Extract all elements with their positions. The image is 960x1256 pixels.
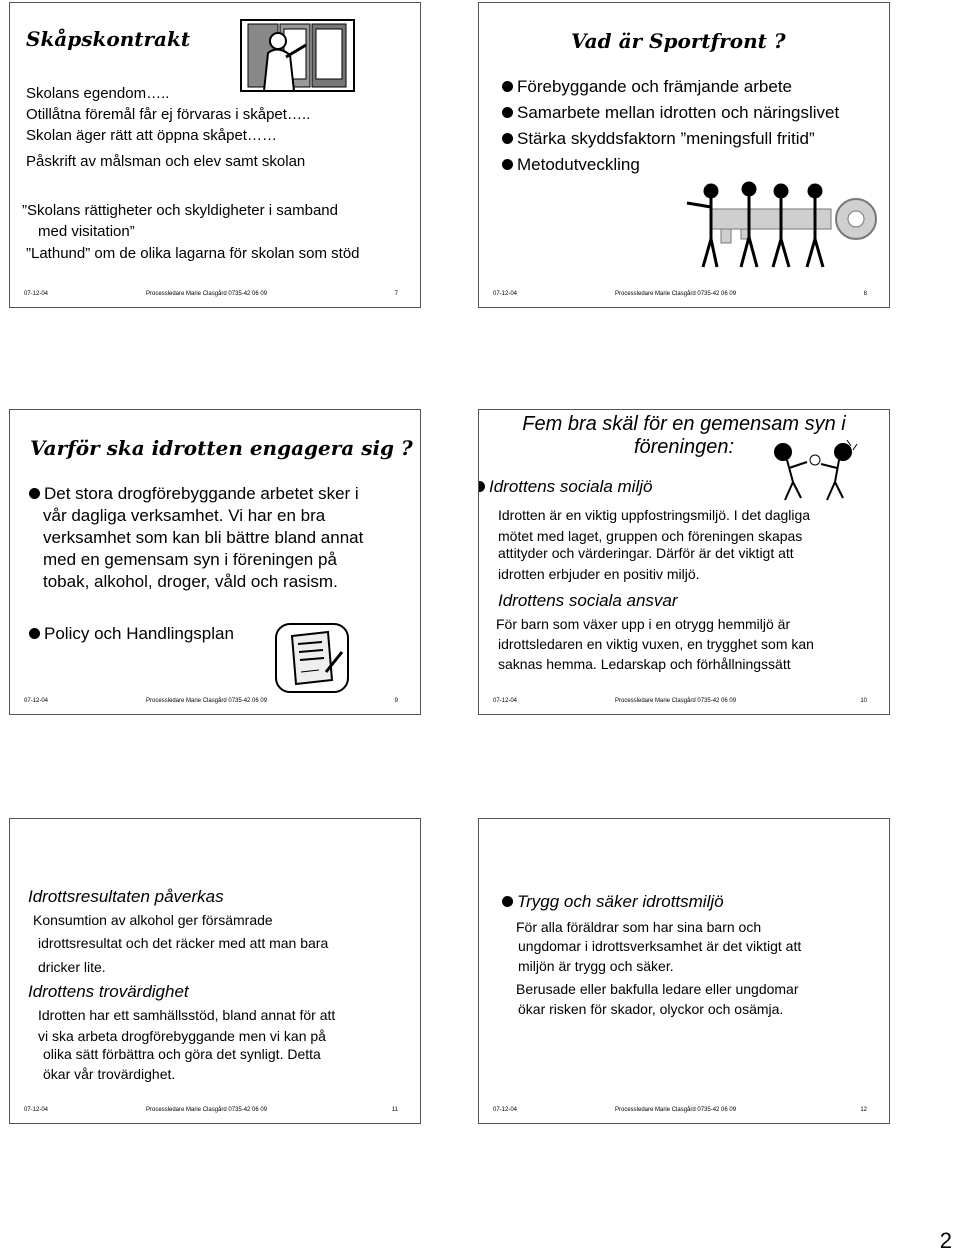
footer-date: 07-12-04 (24, 1107, 49, 1113)
text-line: idrotten erbjuder en positiv miljö. (498, 566, 700, 582)
text-line: För alla föräldrar som har sina barn och (516, 919, 762, 935)
text-line: vi ska arbeta drogförebyggande men vi kan på (38, 1028, 326, 1044)
slide-11 (9, 818, 421, 1124)
text-line: Skolan äger rätt att öppna skåpet…… (26, 127, 277, 144)
slide-title: Vad är Sportfront ? (571, 29, 786, 53)
slide-title: Skåpskontrakt (26, 27, 191, 51)
section-heading: Trygg och säker idrottsmiljö (502, 891, 724, 913)
slide-footer (24, 1107, 406, 1119)
slide-number: 10 (860, 698, 867, 704)
slide-number: 8 (863, 291, 867, 297)
slide-footer (493, 698, 875, 710)
slide-number: 12 (860, 1107, 867, 1113)
footer-presenter: Processledare Marie Clasgård 0735-42 06 09 (146, 291, 268, 297)
document-signing-icon (274, 622, 350, 694)
bullet-item: Förebyggande och främjande arbete (502, 76, 792, 98)
slide-number: 9 (394, 698, 398, 704)
text-line: För barn som växer upp i en otrygg hemmiljö är (496, 616, 791, 632)
slide-number: 7 (394, 291, 398, 297)
footer-presenter: Processledare Marie Clasgård 0735-42 06 09 (615, 698, 737, 704)
locker-person-clipart (240, 19, 355, 92)
slide-8 (478, 2, 890, 308)
section-heading: Idrottens sociala miljö (478, 476, 652, 498)
footer-presenter: Processledare Marie Clasgård 0735-42 06 09 (146, 1107, 268, 1113)
slide-footer (493, 1107, 875, 1119)
footer-date: 07-12-04 (24, 698, 49, 704)
page-number: 2 (939, 1228, 952, 1253)
bullet-item: Det stora drogförebyggande arbetet sker i (29, 483, 359, 505)
text-line: attityder och värderingar. Därför är det viktigt att (498, 545, 794, 561)
text-line: ungdomar i idrottsverksamhet är det viktigt att (518, 938, 802, 954)
bullet-item: Stärka skyddsfaktorn ”meningsfull fritid” (502, 128, 815, 150)
slide-7 (9, 2, 421, 308)
bullet-icon (478, 481, 485, 492)
bullet-icon (502, 159, 513, 170)
footer-presenter: Processledare Marie Clasgård 0735-42 06 09 (615, 291, 737, 297)
bullet-icon (29, 488, 40, 499)
footer-date: 07-12-04 (493, 1107, 518, 1113)
bullet-icon (502, 81, 513, 92)
text-line: med visitation” (38, 223, 135, 240)
slide-10 (478, 409, 890, 715)
text-line: saknas hemma. Ledarskap och förhållningssätt (498, 656, 791, 672)
text-line: Påskrift av målsman och elev samt skolan (26, 153, 306, 170)
slide-title: Varför ska idrotten engagera sig ? (30, 436, 413, 460)
text-line: olika sätt förbättra och göra det synligt. Detta (43, 1046, 321, 1062)
text-line: verksamhet som kan bli bättre bland annat (43, 528, 364, 547)
slide-12 (478, 818, 890, 1124)
text-line: Idrotten har ett samhällsstöd, bland annat för att (38, 1007, 336, 1023)
footer-date: 07-12-04 (493, 698, 518, 704)
text-line: Berusade eller bakfulla ledare eller ungdomar (516, 981, 799, 997)
bullet-icon (502, 133, 513, 144)
bullet-icon (29, 628, 40, 639)
arguing-figures-clipart (765, 438, 865, 504)
bullet-icon (502, 107, 513, 118)
section-heading: Idrottens trovärdighet (28, 982, 189, 1001)
text-line: Idrotten är en viktig uppfostringsmiljö. I det dagliga (498, 507, 811, 523)
footer-date: 07-12-04 (24, 291, 49, 297)
footer-date: 07-12-04 (493, 291, 518, 297)
bullet-item: Policy och Handlingsplan (29, 623, 234, 645)
bullet-item: Metodutveckling (502, 154, 640, 176)
slide-9 (9, 409, 421, 715)
bullet-item: Samarbete mellan idrotten och näringslivet (502, 102, 839, 124)
footer-presenter: Processledare Marie Clasgård 0735-42 06 09 (146, 698, 268, 704)
text-line: tobak, alkohol, droger, våld och rasism. (43, 572, 338, 591)
slide-title: Fem bra skäl för en gemensam syn i föreningen: (522, 413, 846, 458)
footer-presenter: Processledare Marie Clasgård 0735-42 06 09 (615, 1107, 737, 1113)
text-line: mötet med laget, gruppen och föreningen skapas (498, 528, 803, 544)
text-line: dricker lite. (38, 959, 106, 975)
text-line: ökar risken för skador, olyckor och osämja. (518, 1001, 784, 1017)
slide-number: 11 (391, 1107, 398, 1113)
text-line: idrottsresultat och det räcker med att man bara (38, 935, 329, 951)
people-with-key-clipart (681, 179, 881, 275)
text-line: ökar vår trovärdighet. (43, 1066, 176, 1082)
bullet-icon (502, 896, 513, 907)
slide-footer (24, 698, 406, 710)
slide-footer (493, 291, 875, 303)
text-line: vår dagliga verksamhet. Vi har en bra (43, 506, 326, 525)
text-line: Konsumtion av alkohol ger försämrade (33, 912, 273, 928)
text-line: ”Lathund” om de olika lagarna för skolan som stöd (26, 245, 360, 262)
section-heading: Idrottens sociala ansvar (498, 591, 678, 610)
text-line: miljön är trygg och säker. (518, 958, 674, 974)
section-heading: Idrottsresultaten påverkas (28, 887, 224, 906)
text-line: med en gemensam syn i föreningen på (43, 550, 337, 569)
slide-footer (24, 291, 406, 303)
text-line: idrottsledaren en viktig vuxen, en trygghet som kan (498, 636, 814, 652)
text-line: Skolans egendom….. (26, 85, 170, 102)
text-line: ”Skolans rättigheter och skyldigheter i samband (22, 202, 338, 219)
text-line: Otillåtna föremål får ej förvaras i skåpet….. (26, 106, 311, 123)
